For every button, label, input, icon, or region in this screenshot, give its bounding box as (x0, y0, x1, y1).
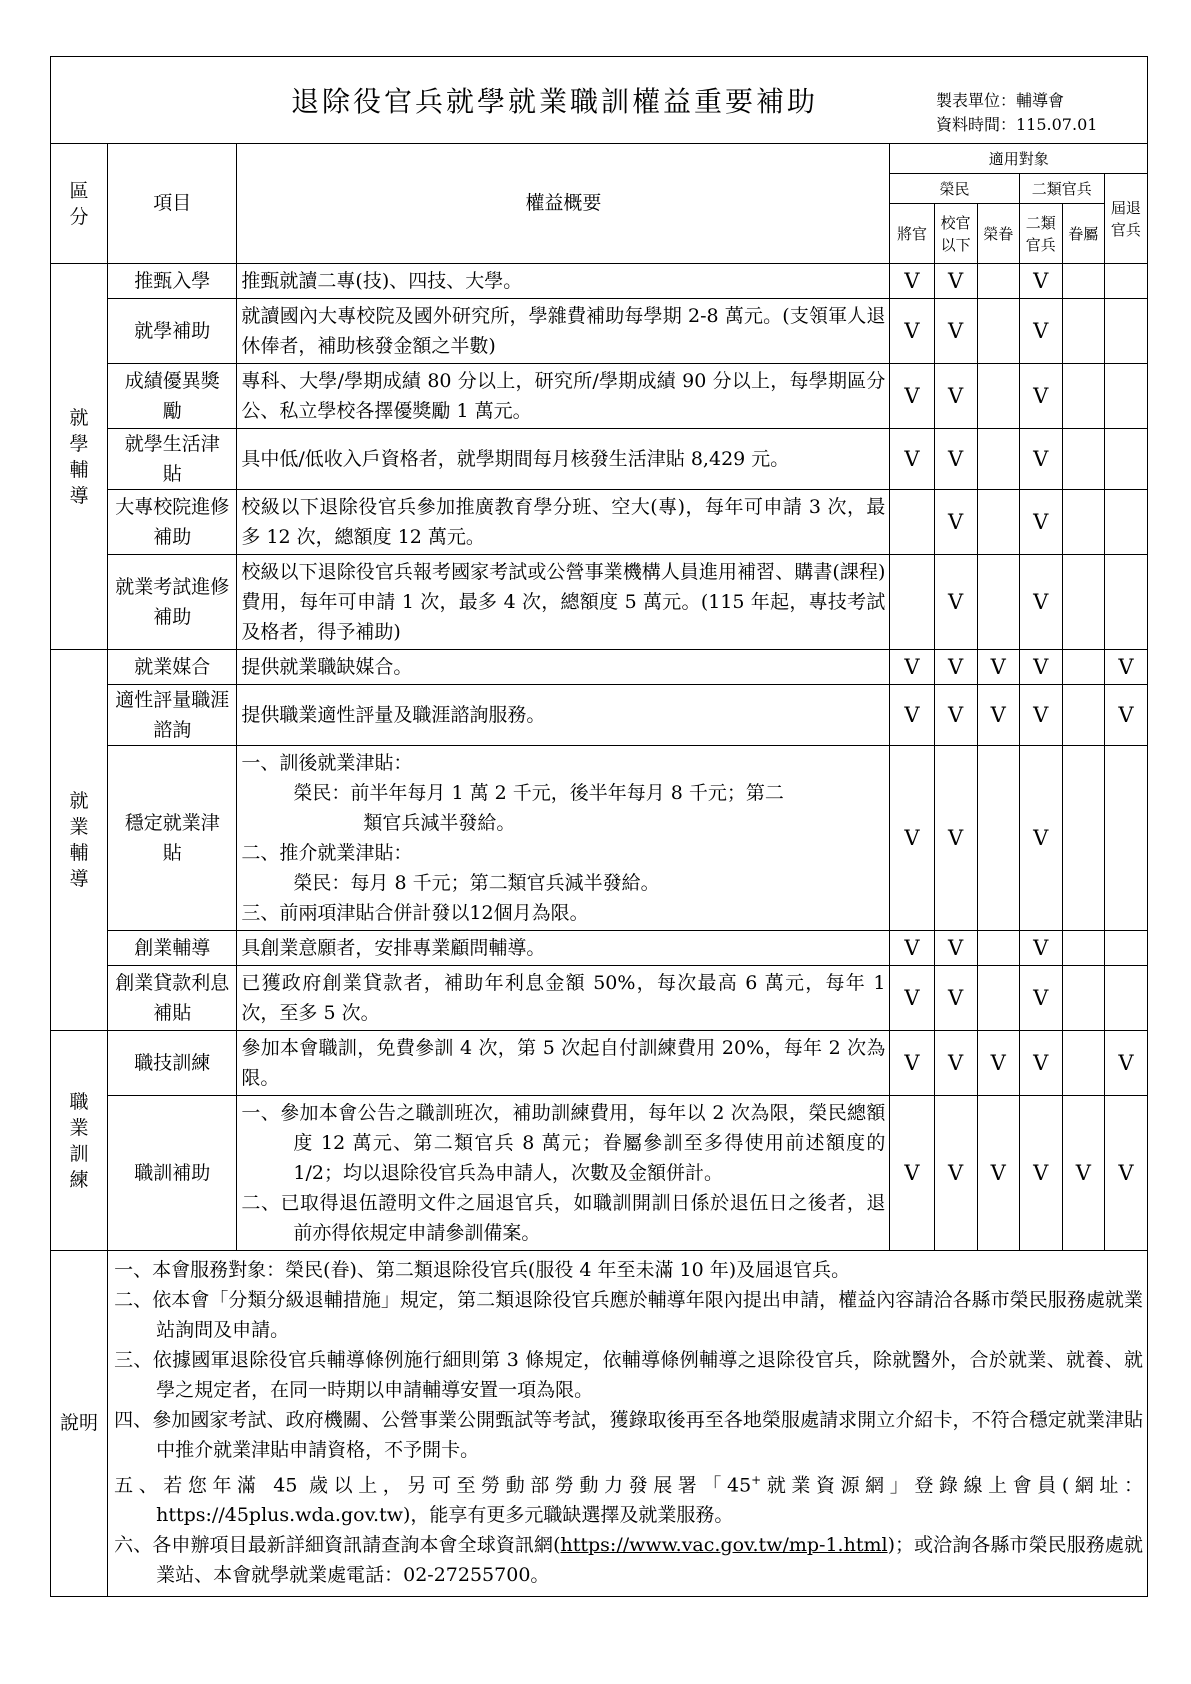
item-summary (237, 1096, 890, 1251)
summary-line: 一、參加本會公告之職訓班次，補助訓練費用，每年以 2 次為限，榮民總額度 12 萬元、第二類官兵 8 萬元；眷屬參訓至多得使用前述額度的 1/2；均以退除役官兵為申請人，次數及金額併計。 (241, 1102, 886, 1184)
eligibility-cell (977, 264, 1019, 299)
table-row (51, 490, 1148, 555)
eligibility-cell: V (1019, 685, 1062, 746)
item-summary: 就讀國內大專校院及國外研究所，學雜費補助每學期 2-8 萬元。(支領軍人退休俸者，補助核發金額之半數) (237, 299, 890, 364)
eligibility-cell: V (1019, 966, 1062, 1031)
summary-line: 二、推介就業津貼： (241, 842, 413, 864)
eligibility-cell: V (934, 429, 977, 490)
item-name: 推甄入學 (108, 264, 237, 299)
eligibility-cell: V (890, 931, 934, 966)
item-summary: 具創業意願者，安排專業顧問輔導。 (237, 931, 890, 966)
item-name: 創業貸款利息補貼 (108, 966, 237, 1031)
eligibility-cell: V (890, 264, 934, 299)
eligibility-cell (1062, 746, 1104, 931)
eligibility-cell: V (890, 429, 934, 490)
eligibility-cell: V (1019, 1031, 1062, 1096)
eligibility-cell: V (1104, 1031, 1147, 1096)
summary-line: 三、前兩項津貼合併計發以12個月為限。 (241, 902, 589, 924)
header-rongmin: 榮民 (890, 174, 1019, 204)
item-summary: 具中低/低收入戶資格者，就學期間每月核發生活津貼 8,429 元。 (237, 429, 890, 490)
eligibility-cell (977, 746, 1019, 931)
header-class2-soldier: 二類官兵 (1019, 204, 1062, 264)
table-row (51, 364, 1148, 429)
eligibility-cell (1104, 931, 1147, 966)
eligibility-cell (1062, 429, 1104, 490)
eligibility-cell (1104, 746, 1147, 931)
eligibility-cell: V (890, 364, 934, 429)
eligibility-cell (977, 931, 1019, 966)
note-item: 六、各申辦項目最新詳細資訊請查詢本會全球資訊網(https://www.vac.gov.tw/mp-1.html)；或洽詢各縣市榮民服務處就業站、本會就學就業處電話：02-27255700。 (114, 1534, 1143, 1587)
eligibility-cell: V (934, 299, 977, 364)
eligibility-cell: V (1104, 1096, 1147, 1251)
item-name: 就業考試進修補助 (108, 555, 237, 650)
superscript-plus: + (751, 1473, 762, 1487)
note-item: 三、依據國軍退除役官兵輔導條例施行細則第 3 條規定，依輔導條例輔導之退除役官兵，除就醫外，合於就業、就養、就學之規定者，在同一時期以申請輔導安置一項為限。 (114, 1349, 1143, 1401)
eligibility-cell (1062, 264, 1104, 299)
eligibility-cell (977, 966, 1019, 1031)
eligibility-cell (1062, 650, 1104, 685)
note-item: 四、參加國家考試、政府機關、公營事業公開甄試等考試，獲錄取後再至各地榮服處請求開立介紹卡，不符合穩定就業津貼中推介就業津貼申請資格，不予開卡。 (114, 1409, 1143, 1461)
eligibility-cell: V (977, 685, 1019, 746)
eligibility-cell: V (1019, 555, 1062, 650)
table-row (51, 966, 1148, 1031)
header-summary: 權益概要 (237, 144, 890, 264)
table-row (51, 650, 1148, 685)
header-family: 眷屬 (1062, 204, 1104, 264)
table-row (51, 685, 1148, 746)
eligibility-cell (1104, 490, 1147, 555)
eligibility-cell (1062, 299, 1104, 364)
eligibility-cell: V (890, 685, 934, 746)
meta-unit: 製表單位：輔導會 (936, 91, 1065, 110)
eligibility-cell: V (934, 555, 977, 650)
header-class2: 二類官兵 (1019, 174, 1104, 204)
eligibility-cell: V (1019, 650, 1062, 685)
eligibility-cell: V (890, 1031, 934, 1096)
eligibility-cell: V (1019, 264, 1062, 299)
table-row (51, 1096, 1148, 1251)
eligibility-cell: V (934, 685, 977, 746)
summary-line: 榮民：每月 8 千元；第二類官兵減半發給。 (293, 872, 660, 894)
eligibility-cell: V (1019, 364, 1062, 429)
item-summary: 參加本會職訓，免費參訓 4 次，第 5 次起自付訓練費用 20%，每年 2 次為限。 (237, 1031, 890, 1096)
meta-date: 資料時間：115.07.01 (936, 115, 1098, 134)
vac-website-link[interactable]: https://www.vac.gov.tw/mp-1.html (560, 1534, 888, 1557)
item-summary (237, 746, 890, 931)
item-name: 創業輔導 (108, 931, 237, 966)
item-name: 穩定就業津 貼 (108, 746, 237, 931)
eligibility-cell: V (1019, 1096, 1062, 1251)
table-row (51, 555, 1148, 650)
eligibility-cell: V (1019, 429, 1062, 490)
eligibility-cell (977, 364, 1019, 429)
eligibility-cell (1062, 490, 1104, 555)
table-row (51, 299, 1148, 364)
item-summary: 校級以下退除役官兵參加推廣教育學分班、空大(專)，每年可申請 3 次，最多 12 次，總額度 12 萬元。 (237, 490, 890, 555)
header-rong-family: 榮眷 (977, 204, 1019, 264)
item-name: 就業媒合 (108, 650, 237, 685)
eligibility-cell: V (934, 264, 977, 299)
section-label: 職 業 訓 練 (51, 1031, 108, 1251)
eligibility-cell (977, 429, 1019, 490)
summary-line: 榮民：前半年每月 1 萬 2 千元，後半年每月 8 千元；第二 (293, 782, 784, 804)
table-row (51, 1031, 1148, 1096)
item-name: 職訓補助 (108, 1096, 237, 1251)
eligibility-cell: V (1104, 685, 1147, 746)
eligibility-cell (1062, 966, 1104, 1031)
header-category: 區 分 (51, 144, 108, 264)
eligibility-cell (1062, 1031, 1104, 1096)
eligibility-cell: V (977, 650, 1019, 685)
table-row (51, 264, 1148, 299)
eligibility-cell (1104, 966, 1147, 1031)
eligibility-cell: V (977, 1096, 1019, 1251)
eligibility-cell: V (890, 966, 934, 1031)
eligibility-cell: V (934, 931, 977, 966)
notes-row (51, 1251, 1148, 1597)
item-name: 適性評量職涯諮詢 (108, 685, 237, 746)
eligibility-cell (1104, 429, 1147, 490)
note-item: 二、依本會「分類分級退輔措施」規定，第二類退除役官兵應於輔導年限內提出申請，權益內容請洽各縣市榮民服務處就業站詢問及申請。 (114, 1289, 1143, 1341)
benefits-table (50, 56, 1148, 1597)
eligibility-cell: V (890, 650, 934, 685)
item-summary: 已獲政府創業貸款者，補助年利息金額 50%，每次最高 6 萬元，每年 1 次，至多 5 次。 (237, 966, 890, 1031)
eligibility-cell: V (890, 1096, 934, 1251)
eligibility-cell (977, 299, 1019, 364)
page-title: 退除役官兵就學就業職訓權益重要補助 (291, 85, 819, 118)
eligibility-cell: V (890, 746, 934, 931)
item-name: 大專校院進修補助 (108, 490, 237, 555)
eligibility-cell: V (934, 746, 977, 931)
item-summary: 提供就業職缺媒合。 (237, 650, 890, 685)
eligibility-cell (977, 555, 1019, 650)
title-cell (51, 57, 1148, 144)
eligibility-cell (1062, 931, 1104, 966)
eligibility-cell: V (934, 364, 977, 429)
eligibility-cell (1104, 555, 1147, 650)
eligibility-cell (1104, 264, 1147, 299)
header-item: 項目 (108, 144, 237, 264)
table-row (51, 931, 1148, 966)
item-name: 就學生活津 貼 (108, 429, 237, 490)
eligibility-cell: V (890, 299, 934, 364)
summary-line: 二、已取得退伍證明文件之屆退官兵，如職訓開訓日係於退伍日之後者，退前亦得依規定申請參訓備案。 (241, 1192, 886, 1244)
section-label: 就 學 輔 導 (51, 264, 108, 650)
eligibility-cell: V (934, 1096, 977, 1251)
header-retired: 屆退官兵 (1104, 174, 1147, 264)
eligibility-cell: V (1019, 931, 1062, 966)
eligibility-cell (1104, 364, 1147, 429)
eligibility-cell: V (1019, 299, 1062, 364)
notes-label: 說明 (51, 1251, 108, 1597)
item-name: 職技訓練 (108, 1031, 237, 1096)
header-general: 將官 (890, 204, 934, 264)
eligibility-cell: V (934, 650, 977, 685)
section-label: 就 業 輔 導 (51, 650, 108, 1031)
header-target: 適用對象 (890, 144, 1148, 174)
item-summary: 專科、大學/學期成績 80 分以上，研究所/學期成績 90 分以上，每學期區分公、私立學校各擇優獎勵 1 萬元。 (237, 364, 890, 429)
summary-line: 類官兵減半發給。 (363, 812, 516, 834)
table-row (51, 746, 1148, 931)
eligibility-cell: V (934, 1031, 977, 1096)
eligibility-cell: V (1019, 490, 1062, 555)
note-item: 五、若您年滿 45 歲以上，另可至勞動部勞動力發展署「45+就業資源網」登錄線上會員(網址：https://45plus.wda.gov.tw)，能享有更多元職缺選擇及就業服務。 (114, 1473, 1144, 1527)
eligibility-cell (1062, 555, 1104, 650)
eligibility-cell: V (1062, 1096, 1104, 1251)
summary-line: 一、訓後就業津貼： (241, 752, 413, 774)
eligibility-cell: V (934, 490, 977, 555)
eligibility-cell: V (1019, 746, 1062, 931)
header-officer-below: 校官以下 (934, 204, 977, 264)
item-summary: 推甄就讀二專(技)、四技、大學。 (237, 264, 890, 299)
table-row (51, 429, 1148, 490)
item-name: 就學補助 (108, 299, 237, 364)
notes-content (108, 1251, 1148, 1597)
eligibility-cell: V (1104, 650, 1147, 685)
eligibility-cell (1104, 299, 1147, 364)
item-summary: 校級以下退除役官兵報考國家考試或公營事業機構人員進用補習、購書(課程)費用，每年可申請 1 次，最多 4 次，總額度 5 萬元。(115 年起，專技考試及格者，得予補助) (237, 555, 890, 650)
eligibility-cell (890, 490, 934, 555)
item-summary: 提供職業適性評量及職涯諮詢服務。 (237, 685, 890, 746)
eligibility-cell: V (977, 1031, 1019, 1096)
document (50, 56, 1148, 1597)
eligibility-cell (890, 555, 934, 650)
eligibility-cell (1062, 364, 1104, 429)
eligibility-cell (977, 490, 1019, 555)
eligibility-cell: V (934, 966, 977, 1031)
meta-info (936, 89, 1097, 137)
eligibility-cell (1062, 685, 1104, 746)
item-name: 成績優異獎 勵 (108, 364, 237, 429)
note-item: 一、本會服務對象：榮民(眷)、第二類退除役官兵(服役 4 年至未滿 10 年)及屆退官兵。 (114, 1259, 851, 1281)
